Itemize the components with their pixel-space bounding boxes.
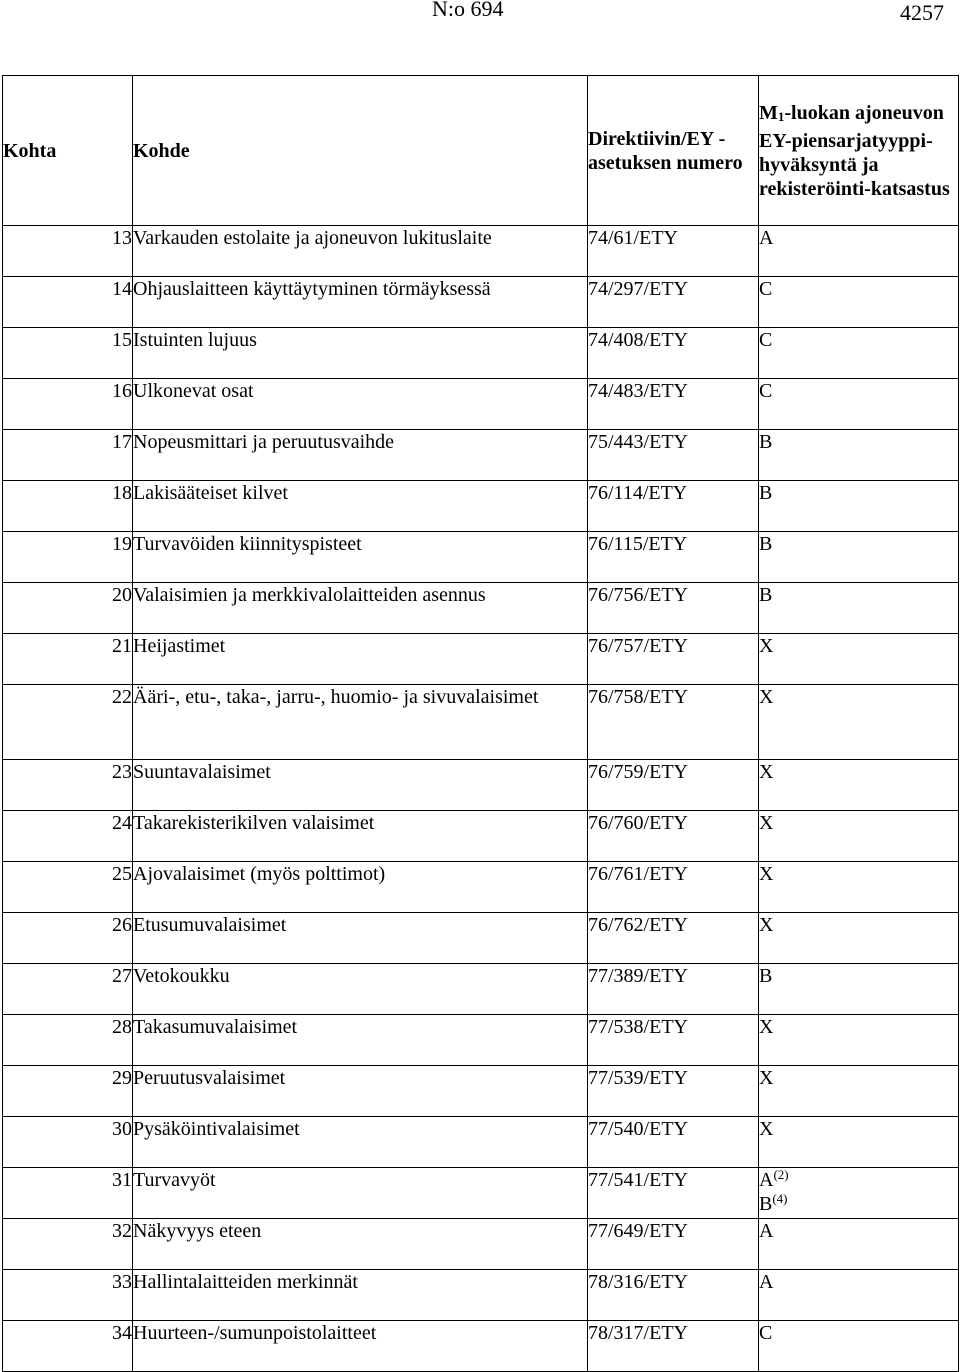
table-row [3,685,959,760]
row-luokka [759,1117,959,1168]
row-direktiivi: 75/443/ETY [588,430,759,481]
luokka-letter: X [759,635,774,657]
row-direktiivi: 77/389/ETY [588,964,759,1015]
requirements-table [2,75,959,1372]
m1-rest: -luokan ajoneuvon EY-piensarjatyyppi-hyväksyntä ja rekisteröinti-katsastus [759,101,950,200]
luokka-value [759,1168,958,1192]
row-luokka [759,862,959,913]
page-header [0,0,960,40]
row-kohta: 27 [3,964,133,1015]
row-luokka [759,379,959,430]
luokka-footnote-2: (4) [772,1191,788,1206]
table-row [3,481,959,532]
luokka-value [759,1321,958,1345]
luokka-value [759,583,958,607]
row-kohde: Huurteen-/sumunpoistolaitteet [133,1321,588,1372]
row-luokka [759,1015,959,1066]
luokka-letter: B [759,482,773,504]
row-kohde: Nopeusmittari ja peruutusvaihde [133,430,588,481]
luokka-value [759,379,958,403]
row-kohde: Etusumuvalaisimet [133,913,588,964]
row-luokka [759,481,959,532]
luokka-value [759,811,958,835]
row-kohde: Ulkonevat osat [133,379,588,430]
luokka-value [759,1015,958,1039]
m1-subscript: 1 [777,108,785,124]
luokka-letter: X [759,1067,774,1089]
luokka-letter: A [759,1220,774,1242]
table-row [3,328,959,379]
row-luokka [759,811,959,862]
luokka-letter: B [759,965,773,987]
luokka-letter: X [759,1118,774,1140]
luokka-letter: C [759,329,773,351]
row-luokka [759,1321,959,1372]
row-direktiivi: 77/649/ETY [588,1219,759,1270]
row-kohta: 25 [3,862,133,913]
row-kohta: 30 [3,1117,133,1168]
table-row [3,532,959,583]
row-direktiivi: 74/61/ETY [588,226,759,277]
row-direktiivi: 78/316/ETY [588,1270,759,1321]
page-number: 4257 [900,0,944,25]
row-kohta: 17 [3,430,133,481]
luokka-letter-2: B [759,1193,773,1215]
row-kohta: 29 [3,1066,133,1117]
luokka-letter: C [759,1322,773,1344]
luokka-value [759,964,958,988]
row-kohde: Ajovalaisimet (myös polttimot) [133,862,588,913]
m1-prefix: M [759,101,778,124]
row-luokka [759,1219,959,1270]
row-luokka [759,430,959,481]
row-kohta: 32 [3,1219,133,1270]
table-row [3,1066,959,1117]
row-kohde: Vetokoukku [133,964,588,1015]
luokka-letter: A [759,1169,774,1191]
row-luokka [759,685,959,760]
row-kohta: 26 [3,913,133,964]
luokka-value [759,481,958,505]
row-kohde: Hallintalaitteiden merkinnät [133,1270,588,1321]
table-row [3,379,959,430]
row-kohde: Näkyvyys eteen [133,1219,588,1270]
table-row [3,634,959,685]
luokka-value [759,1066,958,1090]
row-luokka [759,328,959,379]
row-luokka [759,1066,959,1117]
row-direktiivi: 74/408/ETY [588,328,759,379]
table-header-row [3,76,959,226]
row-luokka [759,277,959,328]
row-kohde: Ääri-, etu-, taka-, jarru-, huomio- ja sivuvalaisimet [133,685,588,760]
row-luokka [759,583,959,634]
row-kohde: Lakisääteiset kilvet [133,481,588,532]
row-kohde: Suuntavalaisimet [133,760,588,811]
luokka-letter: X [759,686,774,708]
row-direktiivi: 76/114/ETY [588,481,759,532]
table-row [3,862,959,913]
table-row [3,811,959,862]
luokka-letter: X [759,863,774,885]
row-direktiivi: 76/758/ETY [588,685,759,760]
luokka-value [759,760,958,784]
luokka-footnote: (2) [773,1167,789,1182]
luokka-value-2 [759,1192,958,1216]
luokka-letter: C [759,380,773,402]
table-row [3,913,959,964]
luokka-letter: B [759,533,773,555]
luokka-value [759,634,958,658]
document-number: N:o 694 [432,0,504,21]
row-luokka [759,634,959,685]
table-row [3,1219,959,1270]
row-kohde: Turvavöiden kiinnityspisteet [133,532,588,583]
row-kohta: 19 [3,532,133,583]
table-row [3,1168,959,1219]
luokka-letter: X [759,1016,774,1038]
row-kohde: Pysäköintivalaisimet [133,1117,588,1168]
row-kohta: 24 [3,811,133,862]
luokka-value [759,913,958,937]
row-kohta: 28 [3,1015,133,1066]
row-kohta: 22 [3,685,133,760]
row-kohta: 20 [3,583,133,634]
row-direktiivi: 77/540/ETY [588,1117,759,1168]
row-direktiivi: 76/762/ETY [588,913,759,964]
table-row [3,430,959,481]
row-kohde: Istuinten lujuus [133,328,588,379]
luokka-value [759,1270,958,1294]
row-direktiivi: 77/541/ETY [588,1168,759,1219]
luokka-value [759,862,958,886]
column-header-direktiivi: Direktiivin/EY -asetuksen numero [588,76,759,226]
table-row [3,964,959,1015]
row-direktiivi: 77/539/ETY [588,1066,759,1117]
luokka-value [759,1117,958,1141]
luokka-letter: X [759,812,774,834]
luokka-letter: B [759,584,773,606]
luokka-letter: X [759,914,774,936]
luokka-value [759,1219,958,1243]
column-header-kohta: Kohta [3,76,133,226]
luokka-letter: A [759,227,774,249]
column-header-kohde: Kohde [133,76,588,226]
table-body [3,226,959,1372]
luokka-value [759,277,958,301]
table-row [3,1270,959,1321]
row-kohta: 21 [3,634,133,685]
row-luokka [759,1270,959,1321]
table-row [3,1015,959,1066]
row-direktiivi: 76/761/ETY [588,862,759,913]
row-kohta: 31 [3,1168,133,1219]
row-direktiivi: 74/483/ETY [588,379,759,430]
luokka-letter: B [759,431,773,453]
row-kohta: 16 [3,379,133,430]
luokka-value [759,430,958,454]
luokka-letter: C [759,278,773,300]
row-direktiivi: 76/115/ETY [588,532,759,583]
row-direktiivi: 76/757/ETY [588,634,759,685]
luokka-value [759,226,958,250]
row-kohde: Takasumuvalaisimet [133,1015,588,1066]
row-direktiivi: 77/538/ETY [588,1015,759,1066]
luokka-letter: A [759,1271,774,1293]
row-luokka [759,760,959,811]
row-kohde: Valaisimien ja merkkivalolaitteiden asennus [133,583,588,634]
table-row [3,1321,959,1372]
row-kohde: Heijastimet [133,634,588,685]
luokka-value [759,685,958,709]
row-direktiivi: 76/760/ETY [588,811,759,862]
row-kohde: Takarekisterikilven valaisimet [133,811,588,862]
row-kohta: 23 [3,760,133,811]
row-direktiivi: 74/297/ETY [588,277,759,328]
row-kohta: 14 [3,277,133,328]
table-row [3,1117,959,1168]
row-kohde: Varkauden estolaite ja ajoneuvon lukituslaite [133,226,588,277]
table-row [3,226,959,277]
row-direktiivi: 76/756/ETY [588,583,759,634]
row-luokka [759,226,959,277]
table-row [3,760,959,811]
row-kohde: Peruutusvalaisimet [133,1066,588,1117]
row-kohta: 15 [3,328,133,379]
row-luokka [759,1168,959,1219]
row-luokka [759,913,959,964]
row-direktiivi: 78/317/ETY [588,1321,759,1372]
row-kohta: 33 [3,1270,133,1321]
row-kohta: 13 [3,226,133,277]
luokka-value [759,532,958,556]
row-kohta: 34 [3,1321,133,1372]
row-direktiivi: 76/759/ETY [588,760,759,811]
row-kohde: Ohjauslaitteen käyttäytyminen törmäyksessä [133,277,588,328]
row-kohde: Turvavyöt [133,1168,588,1219]
luokka-value [759,328,958,352]
column-header-m1-luokka [759,76,959,226]
table-row [3,277,959,328]
table-row [3,583,959,634]
row-luokka [759,532,959,583]
luokka-letter: X [759,761,774,783]
row-luokka [759,964,959,1015]
row-kohta: 18 [3,481,133,532]
